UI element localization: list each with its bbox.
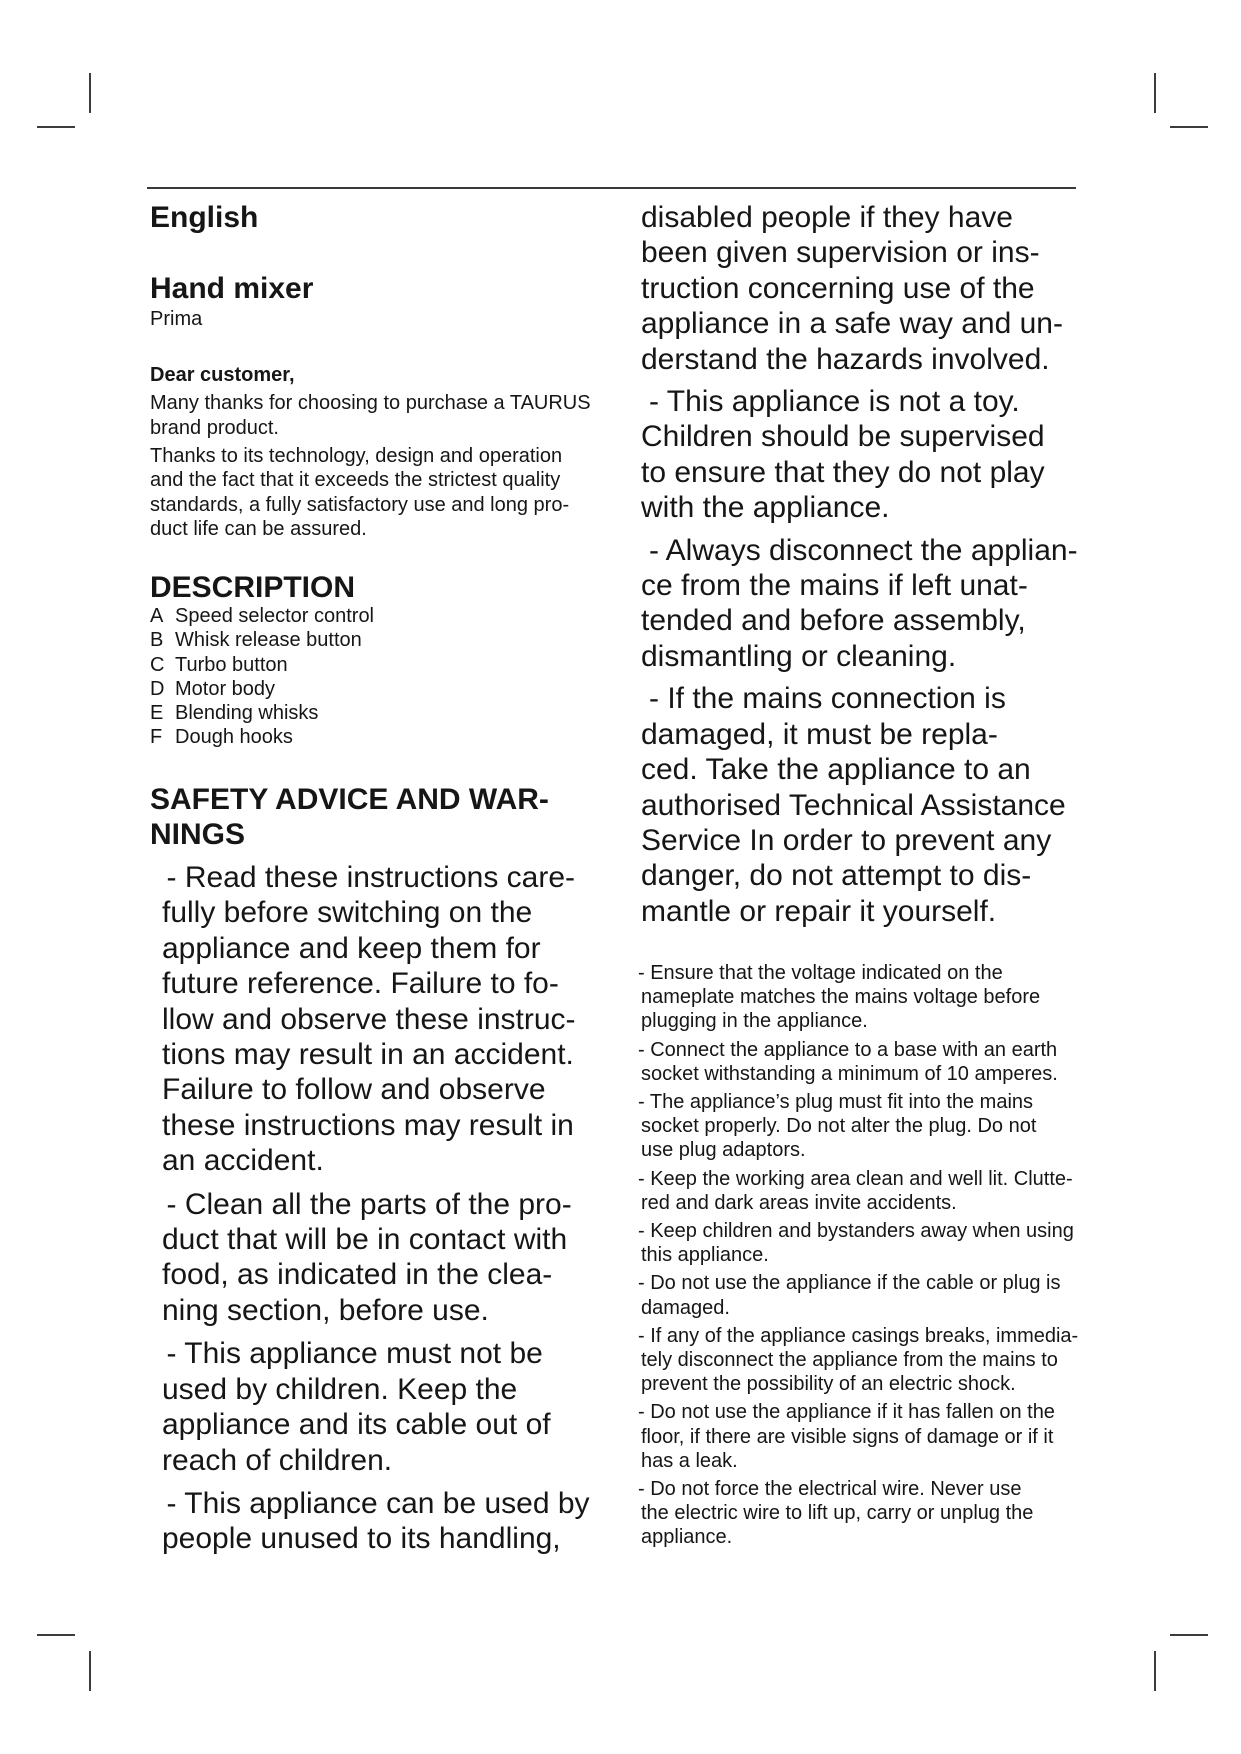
text-line: tions may result in an accident. (162, 1038, 574, 1072)
text-line: - This appliance must not be (166, 1337, 543, 1371)
description-item (150, 725, 374, 749)
description-item-label: Speed selector control (175, 605, 375, 627)
text-line: reach of children. (162, 1443, 393, 1477)
text-line: - Clean all the parts of the pro- (166, 1187, 572, 1221)
description-item-label: Dough hooks (175, 726, 293, 749)
description-item-letter: E (150, 702, 164, 725)
safety-small-paragraph (638, 1324, 1079, 1397)
text-line: llow and observe these instruc- (162, 1002, 576, 1036)
intro-paragraph (150, 444, 591, 542)
crop-mark-bottom-left-vertical (89, 1651, 91, 1691)
description-item (150, 653, 374, 677)
text-line: been given supervision or ins- (641, 236, 1040, 270)
text-line: appliance and its cable out of (162, 1408, 551, 1442)
safety-small-paragraph (638, 1477, 1078, 1550)
text-line: derstand the hazards involved. (641, 342, 1050, 376)
text-line: use plug adaptors. (641, 1139, 806, 1162)
text-line: the electric wire to lift up, carry or unplug the (641, 1502, 1034, 1525)
crop-mark-top-right-horizontal (1170, 126, 1208, 128)
description-item-letter: F (150, 726, 163, 749)
text-line: food, as indicated in the clea- (162, 1258, 553, 1292)
text-line: - The appliance’s plug must fit into the mains (638, 1091, 1034, 1114)
text-line: appliance in a safe way and un- (641, 307, 1063, 341)
text-line: brand product. (150, 416, 279, 439)
text-line: plugging in the appliance. (641, 1010, 868, 1033)
text-line: with the appliance. (641, 491, 890, 525)
safety-paragraph (641, 533, 1078, 675)
text-line: SAFETY ADVICE AND WAR- (150, 783, 549, 816)
text-line: socket properly. Do not alter the plug. Do not (641, 1115, 1037, 1138)
safety-small-paragraph (638, 961, 1078, 1034)
text-line: used by children. Keep the (162, 1372, 518, 1406)
description-item-letter: A (150, 605, 164, 627)
text-line: truction concerning use of the (641, 271, 1035, 305)
text-line: Children should be supervised (641, 420, 1045, 454)
safety-paragraph (641, 384, 1078, 526)
crop-mark-top-left-vertical (89, 73, 91, 113)
text-line: NINGS (150, 818, 246, 851)
text-line: duct life can be assured. (150, 518, 367, 541)
safety-small-paragraph (638, 1167, 1078, 1215)
text-line: duct that will be in contact with (162, 1223, 568, 1257)
safety-small-paragraph (638, 1271, 1078, 1319)
text-line: fully before switching on the (162, 896, 533, 930)
text-line: authorised Technical Assistance (641, 788, 1066, 822)
text-line: - Always disconnect the applian- (649, 533, 1078, 567)
safety-small-paragraph (638, 1219, 1078, 1267)
safety-paragraph (162, 1486, 590, 1557)
text-line: - This appliance can be used by (166, 1486, 590, 1520)
product-title: Hand mixer (150, 272, 314, 305)
safety-small-print (638, 961, 1079, 1554)
safety-small-paragraph (638, 1038, 1078, 1086)
description-heading: DESCRIPTION (150, 571, 356, 604)
text-line: this appliance. (641, 1244, 769, 1267)
language-heading: English (150, 201, 259, 234)
text-line: red and dark areas invite accidents. (641, 1191, 957, 1214)
text-line: - Do not use the appliance if the cable or plug is (638, 1272, 1061, 1295)
text-line: Service In order to prevent any (641, 823, 1052, 857)
model-name: Prima (150, 308, 203, 330)
text-line: Many thanks for choosing to purchase a TAURUS (150, 392, 591, 414)
safety-paragraph (641, 200, 1078, 377)
text-line: - Ensure that the voltage indicated on the (638, 962, 1003, 984)
text-line: and the fact that it exceeds the strictest quality (150, 469, 561, 492)
safety-small-paragraph (638, 1400, 1078, 1473)
text-line: Thanks to its technology, design and operation (150, 444, 563, 467)
crop-mark-top-right-vertical (1154, 73, 1156, 113)
description-item-letter: D (150, 677, 165, 700)
description-item-label: Motor body (175, 677, 276, 700)
text-line: nameplate matches the mains voltage before (641, 986, 1041, 1009)
text-line: appliance and keep them for (162, 931, 541, 965)
crop-mark-bottom-right-vertical (1154, 1651, 1156, 1691)
text-line: danger, do not attempt to dis- (641, 859, 1032, 893)
text-line: floor, if there are visible signs of damage or if it (641, 1425, 1054, 1448)
text-line: - Do not force the electrical wire. Never use (638, 1478, 1022, 1501)
text-line: appliance. (641, 1526, 733, 1549)
text-line: ning section, before use. (162, 1293, 489, 1327)
safety-paragraph (162, 1336, 590, 1478)
text-line: has a leak. (641, 1449, 738, 1472)
text-line: socket withstanding a minimum of 10 amperes. (641, 1062, 1058, 1085)
text-line: standards, a fully satisfactory use and long pro- (150, 493, 570, 516)
description-item (150, 701, 374, 725)
text-line: Failure to follow and observe (162, 1073, 546, 1107)
crop-mark-bottom-left-horizontal (37, 1634, 75, 1636)
text-line: an accident. (162, 1144, 324, 1178)
safety-paragraph (162, 1187, 590, 1329)
text-line: damaged. (641, 1296, 730, 1319)
description-item-label: Whisk release button (175, 629, 362, 652)
text-line: - Keep children and bystanders away when using (638, 1220, 1074, 1243)
intro-section (150, 391, 591, 546)
text-line: - Read these instructions care- (166, 861, 576, 894)
text-line: - Keep the working area clean and well lit. Clutte- (638, 1167, 1073, 1190)
safety-paragraph (641, 681, 1078, 929)
description-item (150, 628, 374, 652)
crop-mark-top-left-horizontal (37, 126, 75, 128)
safety-small-paragraph (638, 1090, 1078, 1163)
header-rule (147, 187, 1076, 189)
description-list (150, 604, 374, 750)
safety-paragraph (162, 860, 590, 1179)
text-line: ced. Take the appliance to an (641, 753, 1031, 787)
description-item-letter: B (150, 629, 164, 652)
text-line: tely disconnect the appliance from the mains to (641, 1349, 1058, 1372)
text-line: disabled people if they have (641, 201, 1013, 234)
greeting: Dear customer, (150, 364, 295, 386)
description-item-letter: C (150, 653, 165, 676)
text-line: future reference. Failure to fo- (162, 967, 559, 1001)
crop-mark-bottom-right-horizontal (1170, 1634, 1208, 1636)
description-item (150, 677, 374, 701)
safety-left-column (162, 860, 590, 1565)
text-line: prevent the possibility of an electric shock. (641, 1373, 1016, 1396)
text-line: these instructions may result in (162, 1108, 574, 1142)
text-line: ce from the mains if left unat- (641, 569, 1028, 603)
text-line: mantle or repair it yourself. (641, 894, 997, 928)
text-line: damaged, it must be repla- (641, 717, 998, 751)
text-line: to ensure that they do not play (641, 455, 1045, 489)
text-line: - Connect the appliance to a base with an earth (638, 1038, 1058, 1061)
text-line: dismantling or cleaning. (641, 639, 957, 673)
text-line: - If any of the appliance casings breaks, immedia- (638, 1324, 1079, 1347)
safety-right-column (641, 200, 1078, 936)
text-line: people unused to its handling, (162, 1522, 561, 1556)
text-line: - If the mains connection is (649, 682, 1006, 716)
text-line: - Do not use the appliance if it has fallen on the (638, 1401, 1055, 1424)
text-line: tended and before assembly, (641, 604, 1026, 638)
intro-paragraph (150, 391, 591, 440)
text-line: - This appliance is not a toy. (649, 385, 1020, 419)
description-item (150, 604, 374, 628)
safety-heading (150, 782, 549, 852)
description-item-label: Turbo button (175, 653, 288, 676)
description-item-label: Blending whisks (175, 702, 319, 725)
